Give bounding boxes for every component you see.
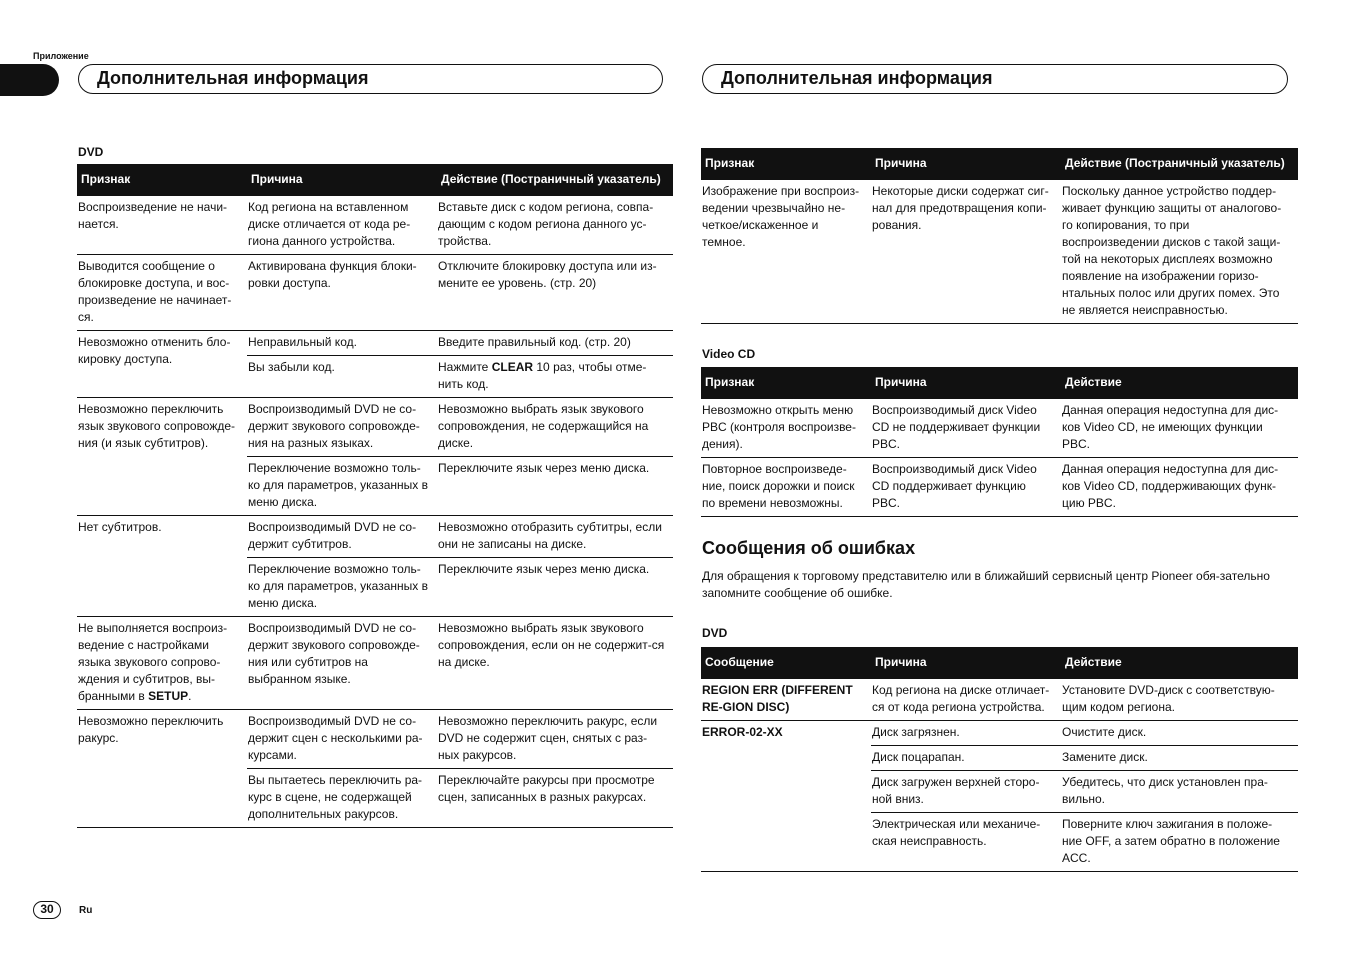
dvd-section-title: DVD [78, 145, 104, 159]
language-label: Ru [79, 905, 93, 916]
error-dvd-section-title: DVD [702, 626, 728, 640]
action-text: 10 раз, чтобы отме-нить код. [438, 360, 647, 391]
cause-cell: Электрическая или механиче-ская неисправность. [871, 813, 1061, 872]
column-header: Признак [701, 148, 871, 180]
cause-cell: Вы пытаетесь переключить ра-курс в сцене, не содержащей дополнительных ракурсов. [247, 769, 437, 828]
action-cell: Убедитесь, что диск установлен пра-вильно. [1061, 771, 1298, 813]
action-cell: Данная операция недоступна для дис-ков Video CD, поддерживающих функ-цию PBC. [1061, 458, 1298, 517]
error-code-cell: ERROR-02-XX [701, 721, 871, 872]
action-cell [437, 356, 673, 398]
video-cd-section-title: Video CD [702, 347, 756, 361]
action-cell: Отключите блокировку доступа или из-мените ее уровень. (стр. 20) [437, 255, 673, 331]
cause-cell: Переключение возможно толь-ко для параметров, указанных в меню диска. [247, 457, 437, 516]
table-row [77, 331, 673, 356]
column-header: Признак [77, 164, 247, 196]
video-cd-table [701, 367, 1298, 517]
cause-cell: Код региона на диске отличает-ся от кода региона устройства. [871, 679, 1061, 721]
symptom-cell: Невозможно открыть меню PBC (контроля воспроизве-дения). [701, 399, 871, 458]
symptom-cell: Выводится сообщение о блокировке доступа, и вос-произведение не начинает-ся. [77, 255, 247, 331]
page-number: 30 [33, 901, 61, 919]
action-cell: Замените диск. [1061, 746, 1298, 771]
column-header: Признак [701, 367, 871, 399]
column-header: Причина [871, 148, 1061, 180]
action-cell: Невозможно выбрать язык звукового сопровождения, если он не содержит-ся на диске. [437, 617, 673, 710]
cause-cell: Воспроизводимый DVD не со-держит субтитров. [247, 516, 437, 558]
column-header: Действие (Постраничный указатель) [1061, 148, 1298, 180]
cause-cell: Воспроизводимый диск Video CD поддерживает функцию PBC. [871, 458, 1061, 517]
action-cell: Установите DVD-диск с соответствую-щим кодом региона. [1061, 679, 1298, 721]
section-tab-marker [0, 64, 59, 96]
action-text: Нажмите [438, 360, 492, 374]
cause-cell: Диск поцарапан. [871, 746, 1061, 771]
symptom-text: . [188, 689, 192, 703]
symptom-cell: Невозможно переключить язык звукового сопровожде-ния (и язык субтитров). [77, 398, 247, 516]
action-cell: Очистите диск. [1061, 721, 1298, 746]
symptom-cell: Повторное воспроизведе-ние, поиск дорожки и поиск по времени невозможны. [701, 458, 871, 517]
table-header-row [701, 148, 1298, 180]
error-messages-heading: Сообщения об ошибках [702, 538, 916, 558]
cause-cell: Воспроизводимый DVD не со-держит сцен с несколькими ра-курсами. [247, 710, 437, 769]
setup-key-label: SETUP [148, 689, 189, 703]
action-cell: Поскольку данное устройство поддер-живает функцию защиты от аналогово-го копирования, то при воспроизведении дисков с такой защи-той на некоторых дисплеях возможно появление на изображении горизо-нтальных полос или других помех. Это не является неисправностью. [1061, 180, 1298, 324]
appendix-label: Приложение [33, 51, 89, 61]
symptom-cell: Невозможно отменить бло-кировку доступа. [77, 331, 247, 398]
section-header-left: Дополнительная информация [78, 64, 663, 94]
column-header: Действие [1061, 367, 1298, 399]
symptom-cell: Изображение при воспроиз-ведении чрезвычайно не-четкое/искаженное и темное. [701, 180, 871, 324]
dvd-continued-table [701, 148, 1298, 324]
table-row [77, 398, 673, 457]
table-row [701, 458, 1298, 517]
column-header: Действие (Постраничный указатель) [437, 164, 673, 196]
action-cell: Невозможно отобразить субтитры, если они не записаны на диске. [437, 516, 673, 558]
cause-cell: Активирована функция блоки-ровки доступа. [247, 255, 437, 331]
table-header-row [701, 367, 1298, 399]
column-header: Сообщение [701, 647, 871, 679]
cause-cell: Воспроизводимый DVD не со-держит звукового сопровожде-ния на разных языках. [247, 398, 437, 457]
cause-cell: Код региона на вставленном диске отличается от кода ре-гиона данного устройства. [247, 196, 437, 255]
cause-cell: Диск загружен верхней сторо-ной вниз. [871, 771, 1061, 813]
column-header: Причина [871, 647, 1061, 679]
action-cell: Переключайте ракурсы при просмотре сцен, записанных в разных ракурсах. [437, 769, 673, 828]
table-row [77, 710, 673, 769]
symptom-text: Не выполняется воспроиз-ведение с настройками языка звукового сопрово-ждения и субтитров, вы-бранными в [78, 621, 228, 703]
table-row [77, 196, 673, 255]
dvd-troubleshooting-table [77, 164, 673, 828]
action-cell: Вставьте диск с кодом региона, совпа-дающим с кодом региона данного ус-тройства. [437, 196, 673, 255]
section-header-right: Дополнительная информация [702, 64, 1288, 94]
table-row [77, 255, 673, 331]
cause-cell: Воспроизводимый диск Video CD не поддерживает функции PBC. [871, 399, 1061, 458]
cause-cell: Вы забыли код. [247, 356, 437, 398]
error-code-cell: REGION ERR (DIFFERENT RE-GION DISC) [701, 679, 871, 721]
cause-cell: Неправильный код. [247, 331, 437, 356]
action-cell: Поверните ключ зажигания в положе-ние OFF, а затем обратно в положение ACC. [1061, 813, 1298, 872]
action-cell: Переключите язык через меню диска. [437, 558, 673, 617]
column-header: Действие [1061, 647, 1298, 679]
action-cell: Невозможно переключить ракурс, если DVD не содержит сцен, снятых с раз-ных ракурсов. [437, 710, 673, 769]
error-messages-table [701, 647, 1298, 872]
cause-cell: Некоторые диски содержат сиг-нал для предотвращения копи-рования. [871, 180, 1061, 324]
table-row [77, 617, 673, 710]
clear-key-label: CLEAR [491, 360, 534, 374]
table-header-row [701, 647, 1298, 679]
table-row [77, 516, 673, 558]
table-row [701, 679, 1298, 721]
cause-cell: Диск загрязнен. [871, 721, 1061, 746]
table-row [701, 721, 1298, 746]
symptom-cell: Невозможно переключить ракурс. [77, 710, 247, 828]
table-row [701, 399, 1298, 458]
action-cell: Переключите язык через меню диска. [437, 457, 673, 516]
cause-cell: Переключение возможно толь-ко для параметров, указанных в меню диска. [247, 558, 437, 617]
cause-cell: Воспроизводимый DVD не со-держит звукового сопровожде-ния или субтитров на выбранном языке. [247, 617, 437, 710]
error-messages-intro: Для обращения к торговому представителю или в ближайший сервисный центр Pioneer обя-зательно запомните сообщение об ошибке. [702, 569, 1270, 600]
column-header: Причина [247, 164, 437, 196]
table-row [701, 180, 1298, 324]
symptom-cell: Нет субтитров. [77, 516, 247, 617]
action-cell: Введите правильный код. (стр. 20) [437, 331, 673, 356]
action-cell: Невозможно выбрать язык звукового сопровождения, не содержащийся на диске. [437, 398, 673, 457]
column-header: Причина [871, 367, 1061, 399]
table-header-row [77, 164, 673, 196]
symptom-cell [77, 617, 247, 710]
action-cell: Данная операция недоступна для дис-ков Video CD, не имеющих функции PBC. [1061, 399, 1298, 458]
symptom-cell: Воспроизведение не начи-нается. [77, 196, 247, 255]
